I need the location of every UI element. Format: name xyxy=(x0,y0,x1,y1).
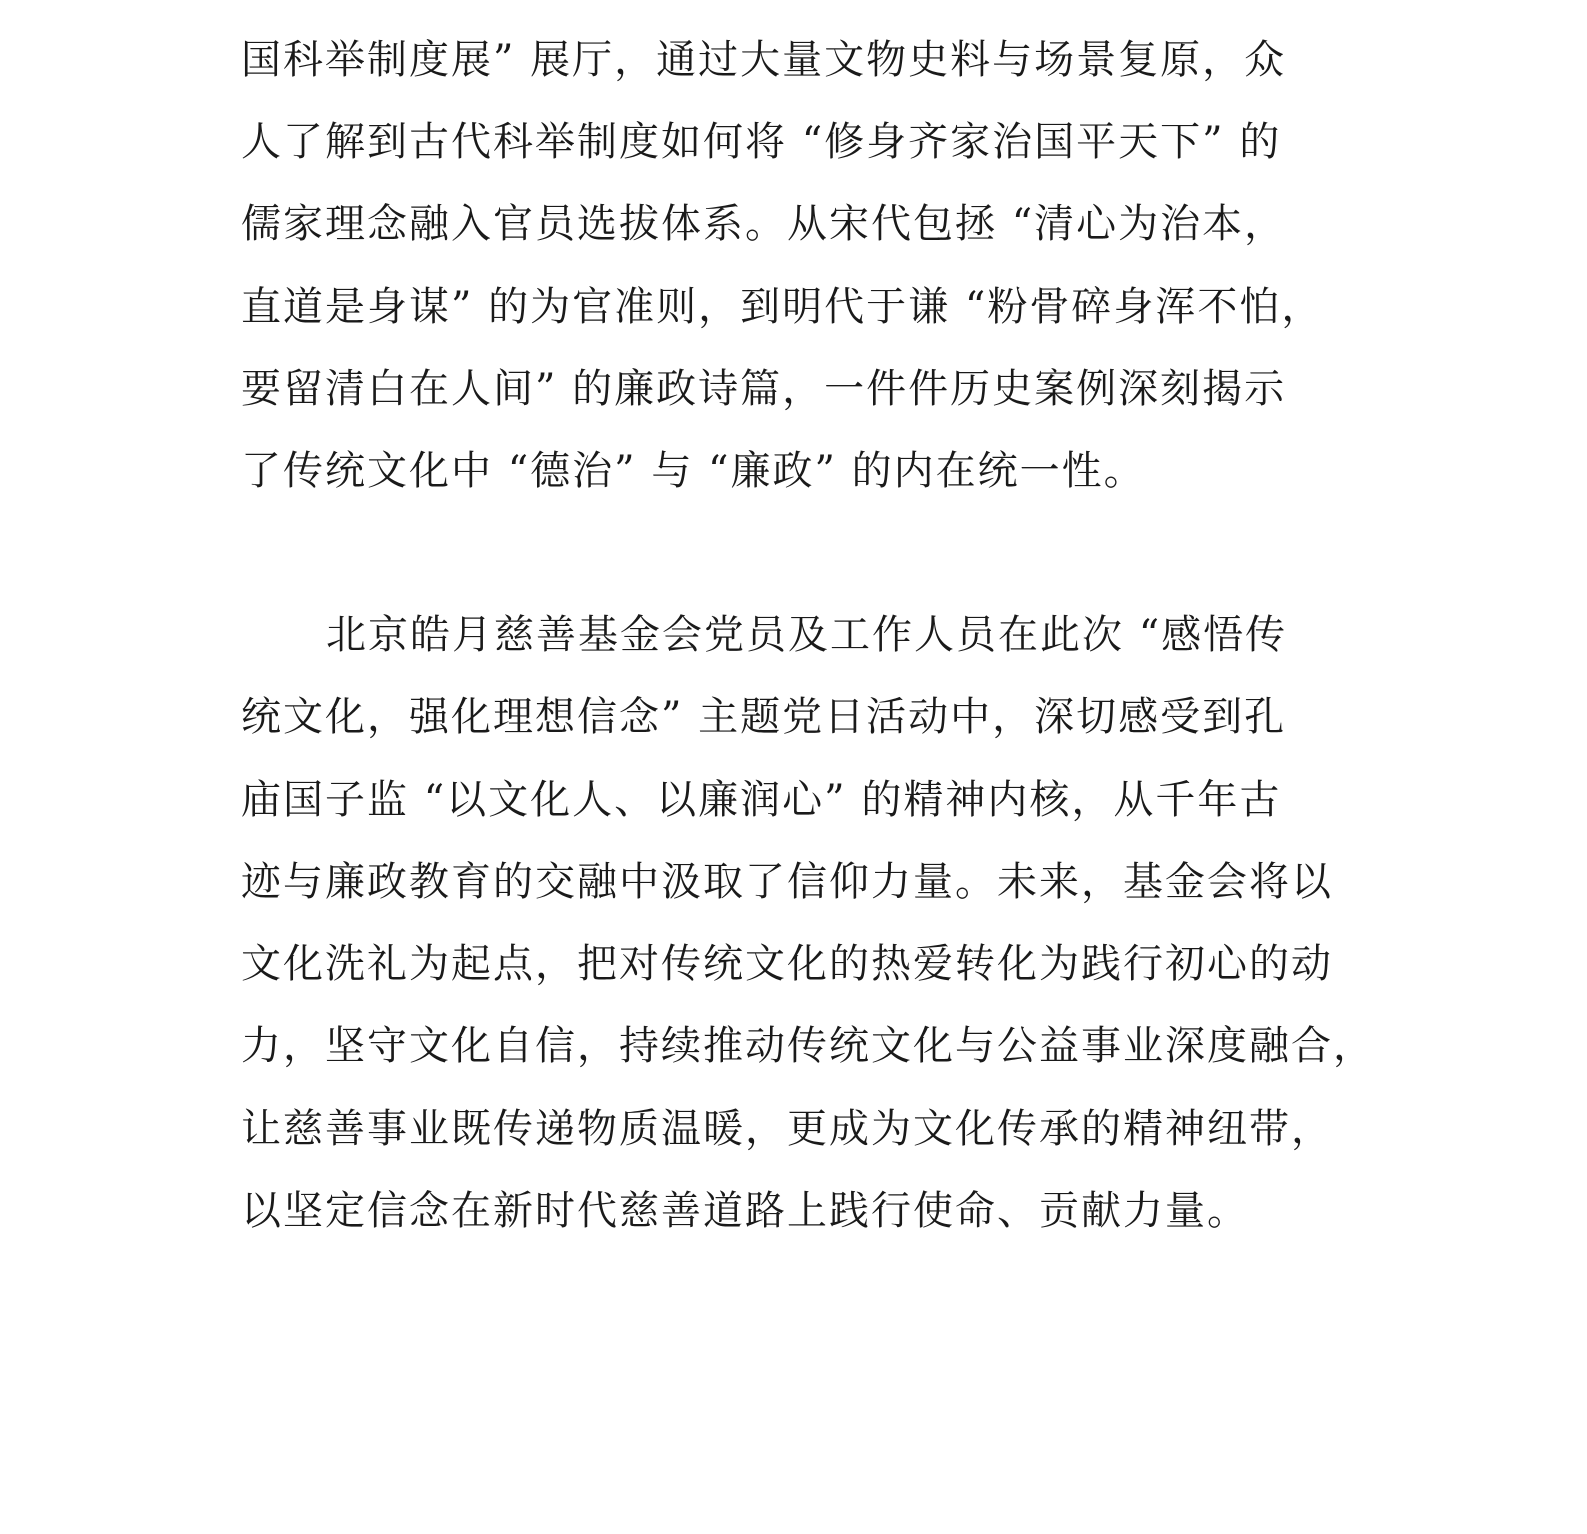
paragraph-line: 要留清白在人间” 的廉政诗篇，一件件历史案例深刻揭示 xyxy=(241,366,1287,412)
paragraph-line: 统文化，强化理想信念” 主题党日活动中，深切感受到孔 xyxy=(241,694,1287,740)
paragraph-line: 儒家理念融入官员选拔体系。从宋代包拯 “清心为治本， xyxy=(241,201,1287,247)
paragraph-line: 以坚定信念在新时代慈善道路上践行使命、贡献力量。 xyxy=(241,1188,1249,1234)
paragraph-line: 庙国子监 “以文化人、以廉润心” 的精神内核，从千年古 xyxy=(241,777,1282,823)
paragraph-line: 让慈善事业既传递物质温暖，更成为文化传承的精神纽带， xyxy=(241,1106,1333,1152)
paragraph-line: 人了解到古代科举制度如何将 “修身齐家治国平天下” 的 xyxy=(241,119,1282,165)
paragraph-line: 北京皓月慈善基金会党员及工作人员在此次 “感悟传 xyxy=(326,612,1288,658)
paragraph-line: 力，坚守文化自信，持续推动传统文化与公益事业深度融合， xyxy=(241,1023,1375,1069)
paragraph-line: 直道是身谋” 的为官准则，到明代于谦 “粉骨碎身浑不怕， xyxy=(241,284,1324,330)
paragraph-line: 国科举制度展” 展厅，通过大量文物史料与场景复原，众 xyxy=(241,37,1287,83)
paragraph-line: 迹与廉政教育的交融中汲取了信仰力量。未来，基金会将以 xyxy=(241,859,1333,905)
paragraph-line: 文化洗礼为起点，把对传统文化的热爱转化为践行初心的动 xyxy=(241,941,1333,987)
paragraph-line: 了传统文化中 “德治” 与 “廉政” 的内在统一性。 xyxy=(241,448,1146,494)
